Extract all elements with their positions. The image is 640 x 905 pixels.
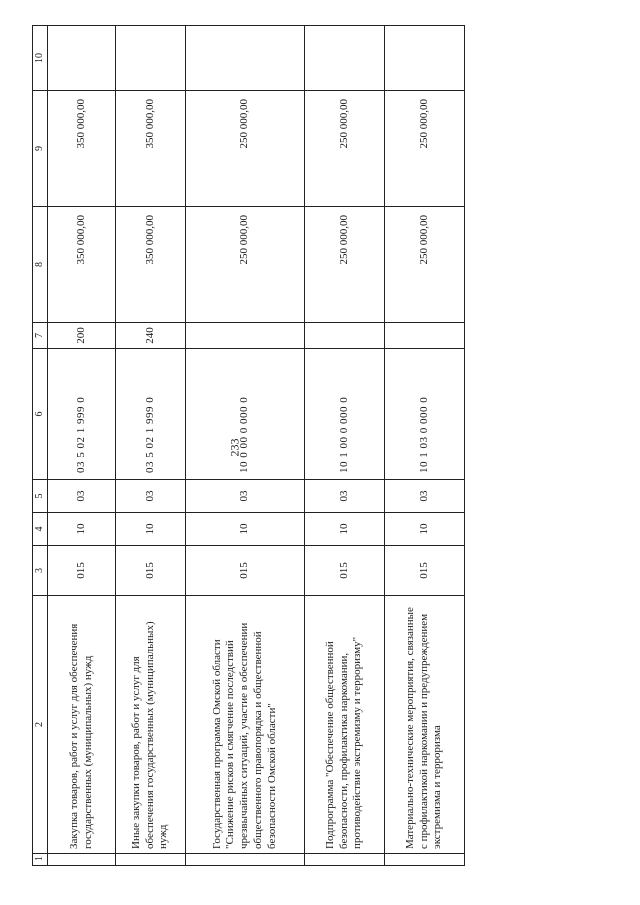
cell-c10 [48,26,116,91]
cell-c10 [305,26,385,91]
cell-c1 [385,854,465,866]
cell-c6: 10 1 00 0 000 0 [305,349,385,480]
page-number: 233 [227,438,242,457]
cell-c9: 250 000,00 [305,91,385,207]
cell-c8: 250 000,00 [385,207,465,323]
cell-c4: 10 [48,513,116,546]
cell-c10 [385,26,465,91]
column-header-5: 5 [33,480,48,513]
cell-c1 [48,854,116,866]
cell-c7: 200 [48,323,116,349]
cell-c7 [186,323,305,349]
table-row [116,26,186,866]
cell-c7: 240 [116,323,186,349]
column-header-1: 1 [33,854,48,866]
cell-description: Государственная программа Омской области "Снижение рисков и смягчение последствий чрезвычайных ситуаций, участие в обеспечении общественного правопорядка и общественной безопасности Омской области" [186,596,305,854]
budget-table [32,25,465,866]
cell-c5: 03 [385,480,465,513]
cell-c8: 350 000,00 [48,207,116,323]
cell-c6: 03 5 02 1 999 0 [48,349,116,480]
cell-c4: 10 [116,513,186,546]
table-row [186,26,305,866]
cell-c7 [385,323,465,349]
cell-c4: 10 [305,513,385,546]
cell-c4: 10 [186,513,305,546]
column-header-2: 2 [33,596,48,854]
cell-c1 [116,854,186,866]
column-header-4: 4 [33,513,48,546]
cell-description: Подпрограмма "Обеспечение общественной безопасности, профилактика наркомании, противодействие экстремизму и терроризму" [305,596,385,854]
cell-description: Иные закупки товаров, работ и услуг для обеспечения государственных (муниципальных) нужд [116,596,186,854]
column-header-9: 9 [33,91,48,207]
cell-c8: 350 000,00 [116,207,186,323]
cell-c1 [186,854,305,866]
cell-c9: 250 000,00 [385,91,465,207]
table-row [48,26,116,866]
column-header-8: 8 [33,207,48,323]
cell-description: Материально-технические мероприятия, связанные с профилактикой наркомании и предупреждением экстремизма и терроризма [385,596,465,854]
cell-c8: 250 000,00 [305,207,385,323]
cell-c3: 015 [305,546,385,596]
cell-c9: 250 000,00 [186,91,305,207]
cell-c5: 03 [116,480,186,513]
cell-description: Закупка товаров, работ и услуг для обеспечения государственных (муниципальных) нужд [48,596,116,854]
column-header-10: 10 [33,26,48,91]
cell-c3: 015 [116,546,186,596]
cell-c7 [305,323,385,349]
cell-c5: 03 [186,480,305,513]
cell-c8: 250 000,00 [186,207,305,323]
cell-c9: 350 000,00 [48,91,116,207]
cell-c9: 350 000,00 [116,91,186,207]
cell-c4: 10 [385,513,465,546]
cell-c10 [186,26,305,91]
column-header-6: 6 [33,349,48,480]
cell-c1 [305,854,385,866]
cell-c3: 015 [385,546,465,596]
cell-c6: 03 5 02 1 999 0 [116,349,186,480]
cell-c6: 10 1 03 0 000 0 [385,349,465,480]
column-header-3: 3 [33,546,48,596]
cell-c3: 015 [186,546,305,596]
column-header-row [33,26,48,866]
cell-c6: 10 0 00 0 000 0 [186,349,305,480]
budget-table-rotated [32,26,463,866]
cell-c5: 03 [305,480,385,513]
table-row [385,26,465,866]
cell-c3: 015 [48,546,116,596]
cell-c5: 03 [48,480,116,513]
cell-c10 [116,26,186,91]
table-row [305,26,385,866]
column-header-7: 7 [33,323,48,349]
